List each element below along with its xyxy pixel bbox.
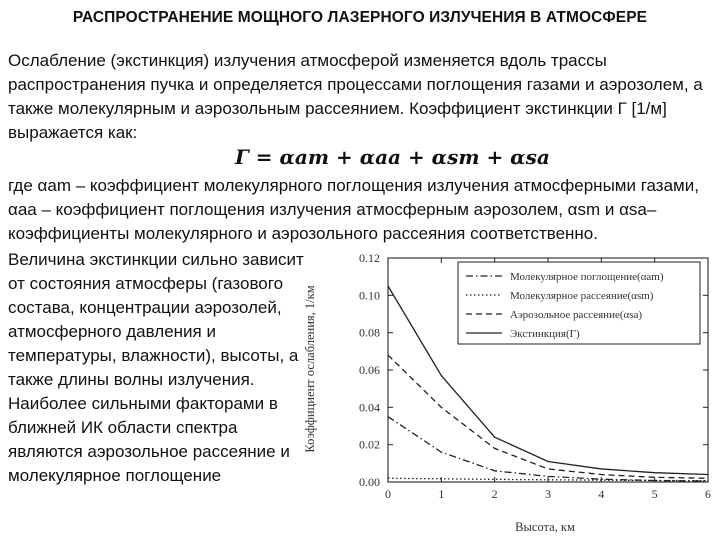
legend-label: Молекулярное поглощение(αam) bbox=[510, 271, 664, 283]
y-tick-label: 0.08 bbox=[359, 325, 380, 340]
series-line bbox=[388, 355, 708, 478]
intro-paragraph: Ослабление (экстинкция) излучения атмосферой изменяется вдоль трассы распространения пучка и определяется процессами поглощения газами и аэрозолем, а также молекулярным и аэрозольным рассеянием. Коэффициент экстинкции Г [1/м] выражается как: bbox=[8, 51, 703, 142]
y-tick-label: 0.02 bbox=[359, 437, 380, 452]
y-tick-label: 0.12 bbox=[359, 251, 380, 265]
y-tick-label: 0.10 bbox=[359, 288, 380, 303]
series-line bbox=[388, 417, 708, 481]
extinction-formula: Г = αam + αaa + αsm + αsa bbox=[235, 145, 550, 169]
x-tick-label: 3 bbox=[545, 487, 551, 501]
y-axis-label: Коэффициент ослабления, 1/км bbox=[303, 285, 317, 453]
slide-title: РАСПРОСТРАНЕНИЕ МОЩНОГО ЛАЗЕРНОГО ИЗЛУЧЕНИЯ В АТМОСФЕРЕ bbox=[72, 9, 648, 26]
legend-label: Молекулярное рассеяние(αsm) bbox=[510, 290, 654, 302]
extinction-chart bbox=[296, 244, 716, 538]
x-tick-label: 2 bbox=[491, 487, 498, 501]
legend-label: Аэрозольное рассеяние(αsa) bbox=[510, 309, 643, 321]
y-tick-label: 0.06 bbox=[359, 363, 380, 377]
x-tick-label: 6 bbox=[705, 487, 711, 501]
legend-label: Экстинкция(Г) bbox=[510, 328, 580, 340]
x-tick-label: 4 bbox=[598, 487, 605, 501]
definitions-paragraph: где αam – коэффициент молекулярного поглощения излучения атмосферными газами, αaa – коэффициент поглощения излучения атмосферным аэрозолем, αsm и αsa– коэффициенты молекулярного и аэрозольного рассеяния соответственно. bbox=[8, 176, 699, 243]
x-tick-label: 1 bbox=[438, 487, 445, 501]
y-tick-label: 0.04 bbox=[359, 400, 380, 415]
x-tick-label: 5 bbox=[651, 487, 658, 501]
x-axis-label: Высота, км bbox=[515, 520, 575, 534]
x-tick-label: 0 bbox=[385, 487, 391, 501]
factors-paragraph: Величина экстинкции сильно зависит от состояния атмосферы (газового состава, концентрации аэрозолей, атмосферного давления и температуры, влажности), высоты, а также длины волны излучения. Наиболее сильными факторами в ближней ИК области спектра являются аэрозольное рассеяние и молекулярное поглощение bbox=[8, 250, 304, 485]
y-tick-label: 0.00 bbox=[359, 475, 380, 489]
